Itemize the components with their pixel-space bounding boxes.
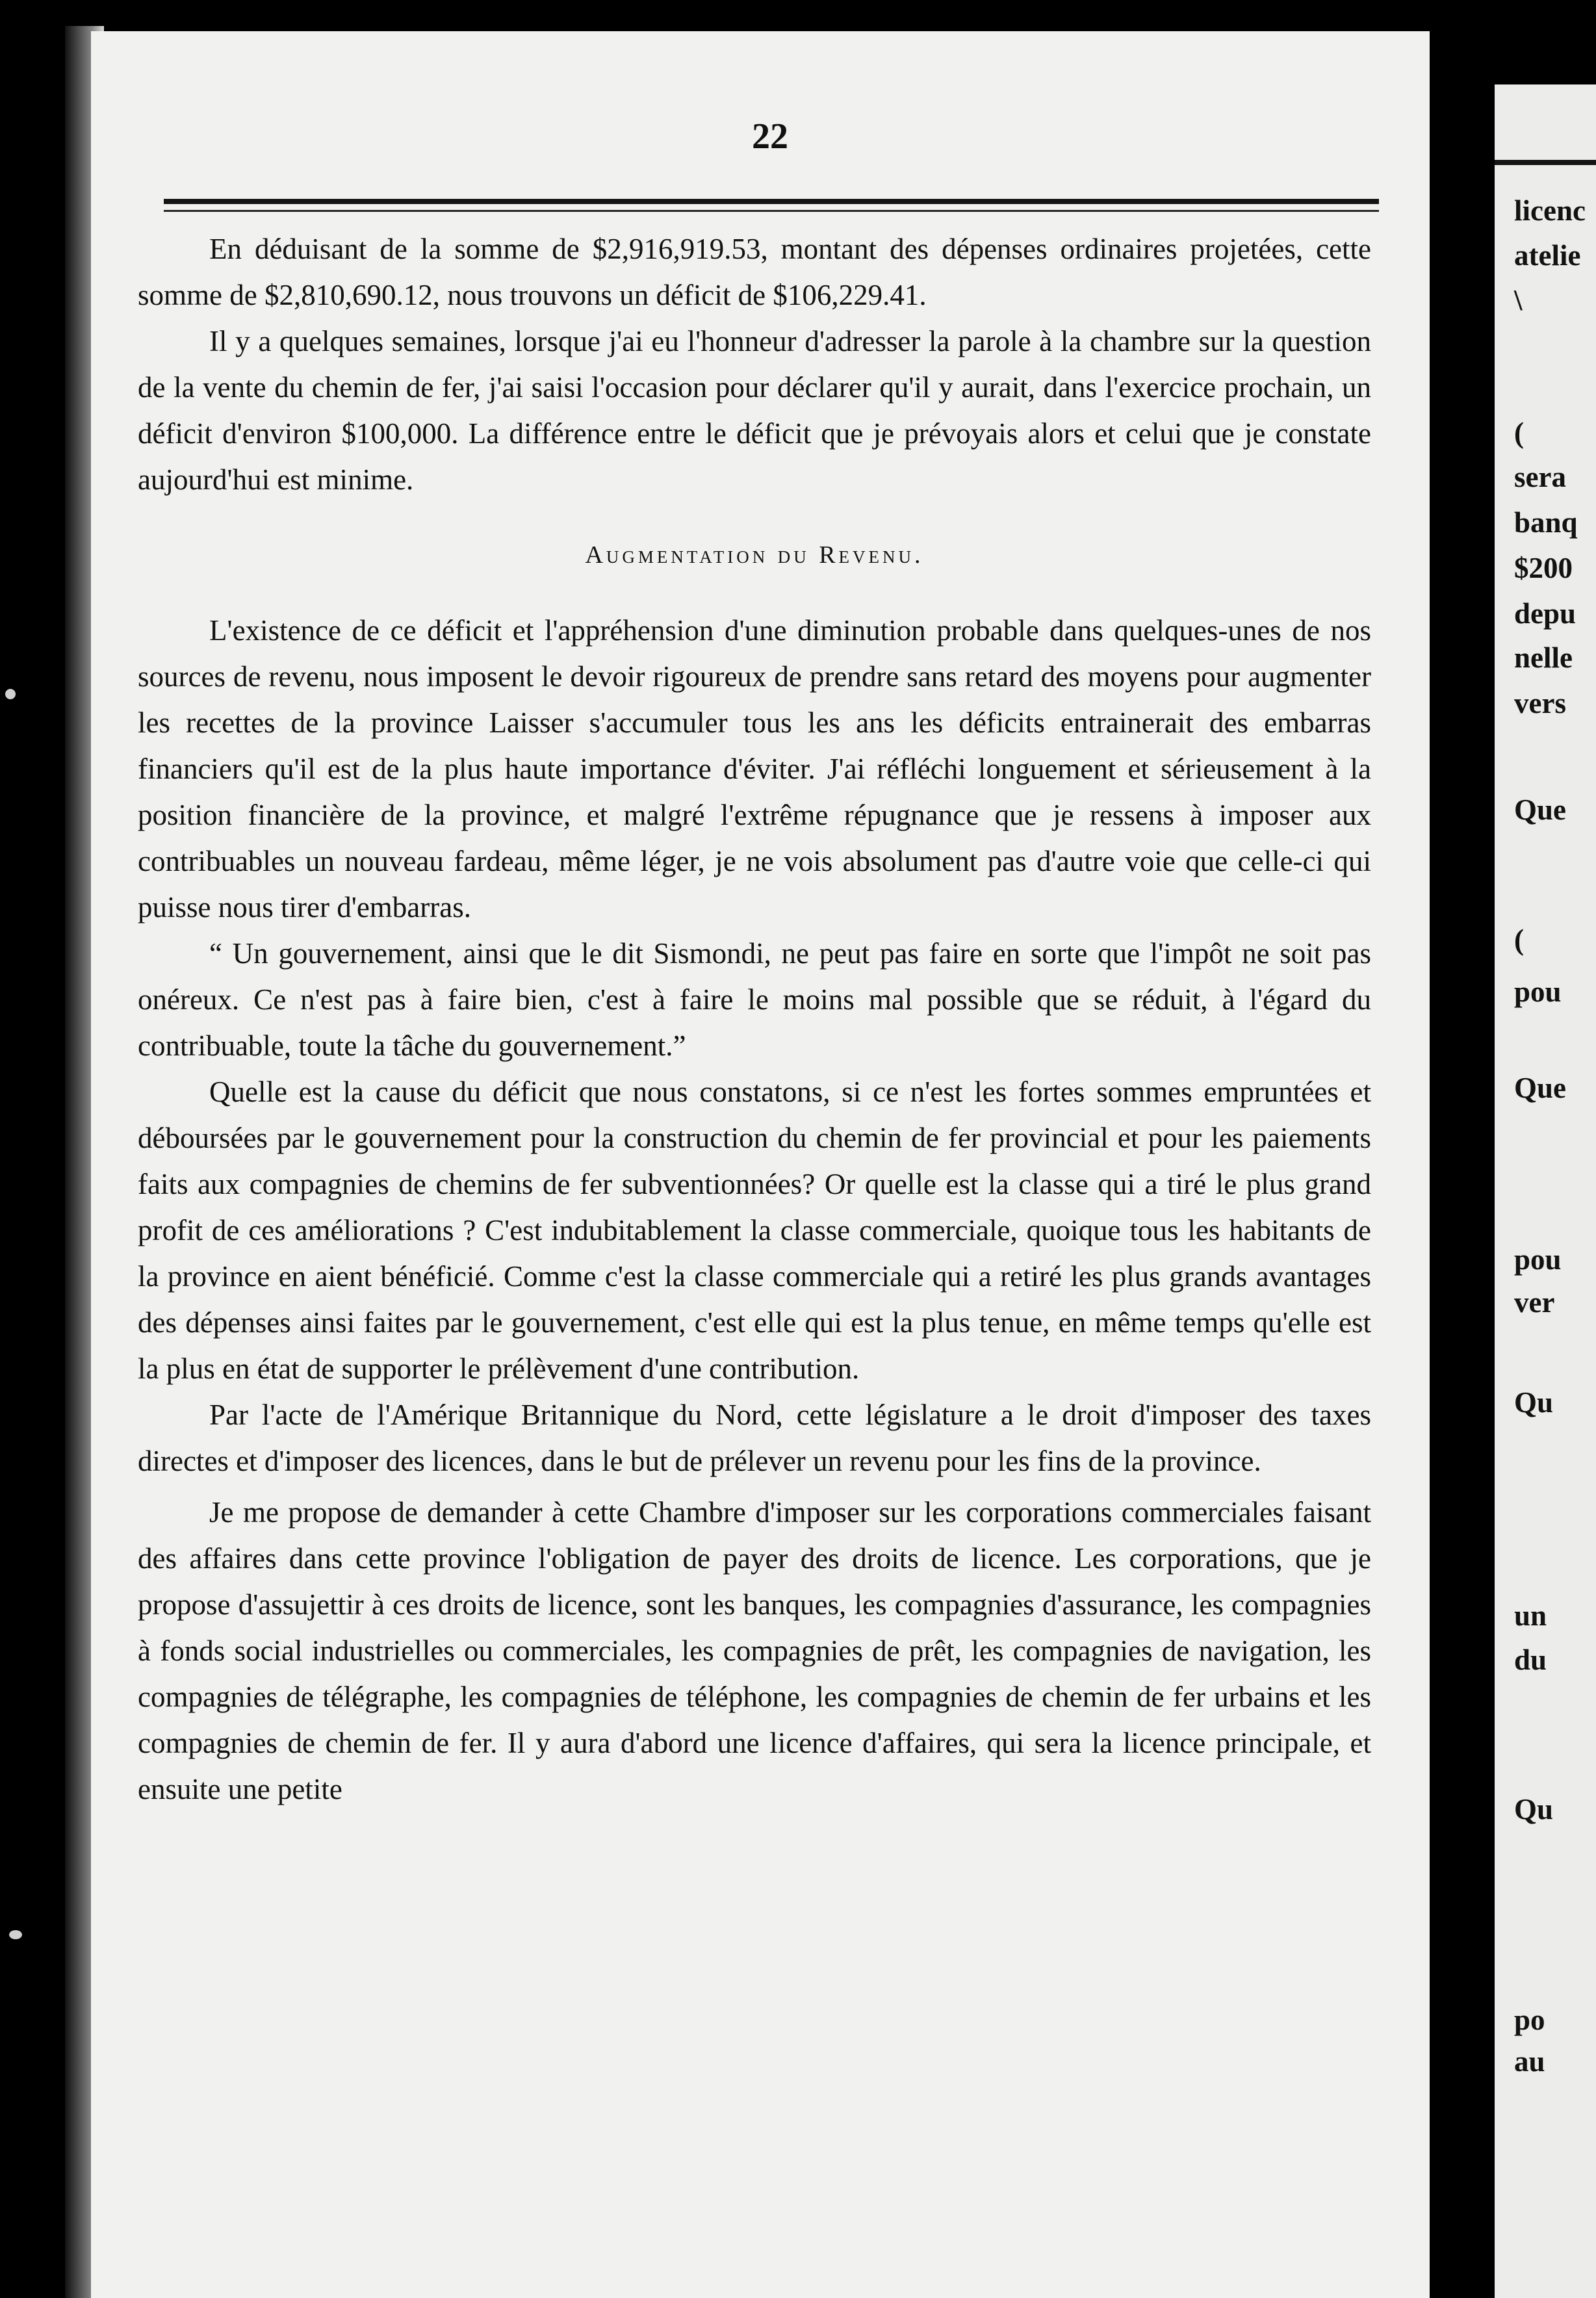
adjacent-fragment: nelle [1514, 641, 1573, 674]
paragraph: Je me propose de demander à cette Chambre d'imposer sur les corporations commerciales faisant des affaires dans cette province l'obligation de payer des droits de licence. Les corporations, que je propose d'assujettir à ces droits de licence, sont les banques, les compagnies d'assurance, les compagnies à fonds social industrielles ou commerciales, les compagnies de prêt, les compagnies de navigation, les compagnies de télégraphe, les compagnies de téléphone, les compagnies de chemin de fer urbains et les compagnies de chemin de fer. Il y aura d'abord une licence d'affaires, qui sera la licence principale, et ensuite une petite [138, 1496, 1371, 1805]
adjacent-fragment: depu [1514, 597, 1577, 630]
adjacent-fragment: vers [1514, 687, 1566, 719]
adjacent-fragment: po [1514, 2004, 1545, 2036]
adjacent-fragment: Qu [1514, 1386, 1554, 1419]
adjacent-page-strip [1495, 84, 1596, 2298]
adjacent-fragment: Que [1514, 794, 1567, 826]
paragraph: Par l'acte de l'Amérique Britannique du Nord, cette législature a le droit d'imposer des taxes directes et d'imposer des licences, dans le but de prélever un revenu pour les fins de la province. [138, 1399, 1371, 1477]
adjacent-fragment: atelie [1514, 239, 1581, 272]
adjacent-fragment: Que [1514, 1072, 1567, 1104]
adjacent-fragment: Qu [1514, 1793, 1554, 1826]
paragraph: Il y a quelques semaines, lorsque j'ai eu l'honneur d'adresser la parole à la chambre sur la question de la vente du chemin de fer, j'ai saisi l'occasion pour déclarer qu'il y aurait, dans l'exercice prochain, un déficit d'environ $100,000. La différence entre le déficit que je prévoyais alors et celui que je constate aujourd'hui est minime. [138, 325, 1371, 496]
paragraph: Quelle est la cause du déficit que nous constatons, si ce n'est les fortes sommes empruntées et déboursées par le gouvernement pour la construction du chemin de fer provincial et pour les paiements faits aux compagnies de chemins de fer subventionnées? Or quelle est la classe qui a tiré le plus grand profit de ces améliorations ? C'est indubitablement la classe commerciale, quoique tous les habitants de la province en aient bénéficié. Comme c'est la classe commerciale qui a retiré les plus grands avantages des dépenses ainsi faites par le gouvernement, c'est elle qui est la plus tenue, en même temps qu'elle est la plus en état de supporter le prélèvement d'une contribution. [138, 1076, 1371, 1385]
paragraph: “ Un gouvernement, ainsi que le dit Sismondi, ne peut pas faire en sorte que l'impôt ne soit pas onéreux. Ce n'est pas à faire bien, c'est à faire le moins mal possible que se réduit, à l'égard du contribuable, toute la tâche du gouvernement.” [138, 937, 1371, 1062]
adjacent-fragment: un [1514, 1599, 1547, 1632]
adjacent-fragment: sera [1514, 461, 1566, 493]
book-page [91, 31, 1449, 2298]
adjacent-fragment: ver [1514, 1286, 1555, 1319]
page-number: 22 [752, 116, 788, 157]
scan-speck [5, 689, 16, 699]
adjacent-fragment: ( [1514, 923, 1524, 956]
adjacent-fragment: du [1514, 1644, 1547, 1676]
adjacent-fragment: \ [1514, 284, 1523, 316]
paragraph: En déduisant de la somme de $2,916,919.53, montant des dépenses ordinaires projetées, cette somme de $2,810,690.12, nous trouvons un déficit de $106,229.41. [138, 233, 1371, 311]
adjacent-fragment: pou [1514, 1243, 1562, 1276]
section-heading: Augmentation du Revenu. [585, 541, 924, 569]
paragraph: L'existence de ce déficit et l'appréhension d'une diminution probable dans quelques-unes de nos sources de revenu, nous imposent le devoir rigoureux de prendre sans retard des moyens pour augmenter les recettes de la province Laisser s'accumuler tous les ans les déficits entrainerait des embarras financiers qu'il est de la plus haute importance d'éviter. J'ai réfléchi longuement et sérieusement à la position financière de la province, et malgré l'extrême répugnance que je ressens à imposer aux contribuables un nouveau fardeau, même léger, je ne vois absolument pas d'autre voie que celle-ci qui puisse nous tirer d'embarras. [138, 614, 1371, 923]
adjacent-fragment: licenc [1514, 194, 1586, 227]
page-edge-shadow [1430, 19, 1469, 2298]
adjacent-fragment: au [1514, 2045, 1545, 2078]
adjacent-fragment: ( [1514, 417, 1524, 449]
body-text [138, 226, 1371, 1813]
header-rule-thin [164, 210, 1379, 212]
adjacent-fragment: pou [1514, 975, 1562, 1008]
header-rule-thick [164, 199, 1379, 204]
adjacent-fragment: $200 [1514, 552, 1573, 584]
adjacent-fragment: banq [1514, 506, 1578, 539]
scan-speck [9, 1930, 22, 1939]
adjacent-header-rule [1495, 160, 1596, 165]
